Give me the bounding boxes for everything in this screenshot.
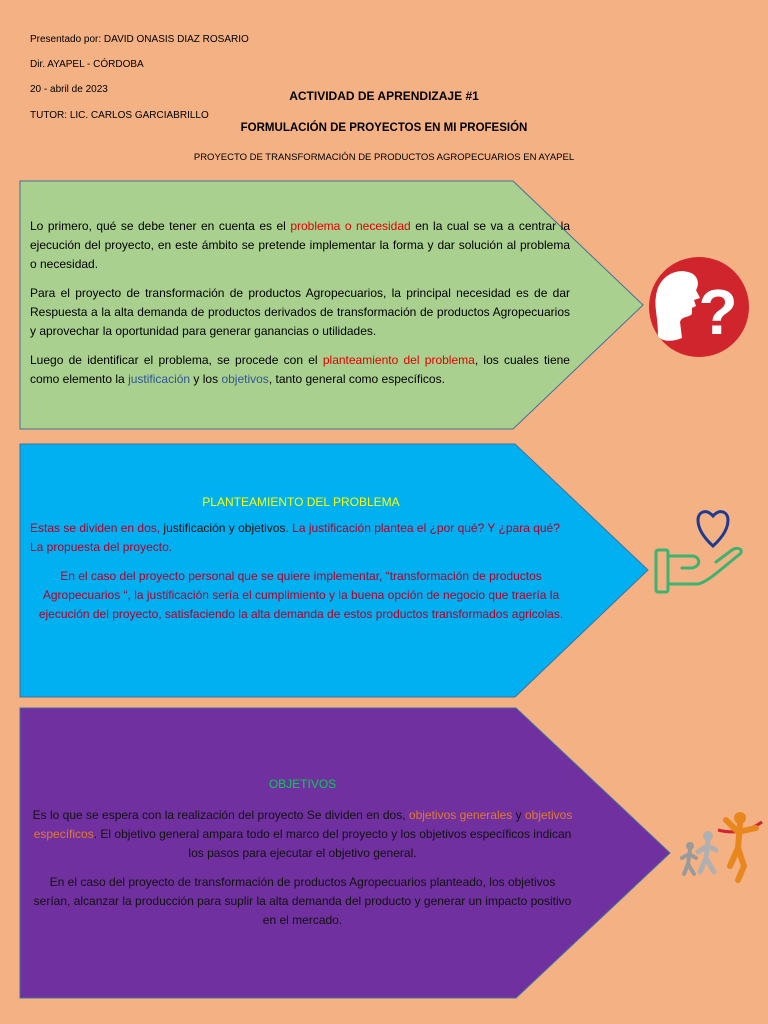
- highlight-planteamiento: planteamiento del problema: [322, 353, 475, 367]
- text: . El objetivo general ampara todo el marco del proyecto y los objetivos específicos indican los pasos para ejecutar el objetivo general.: [93, 827, 572, 860]
- highlight-objetivos-generales: objetivos generales: [408, 808, 513, 822]
- text: , tanto general como específicos.: [268, 372, 445, 386]
- section-objetivos: [30, 775, 575, 940]
- page-title: FORMULACIÓN DE PROYECTOS EN MI PROFESIÓN: [240, 122, 528, 134]
- text: Es lo que se espera con la realización del proyecto Se dividen en dos,: [32, 808, 409, 822]
- text: Luego de identificar el problema, se procede con el: [30, 353, 323, 367]
- section2-heading: PLANTEAMIENTO DEL PROBLEMA: [202, 495, 400, 509]
- section3-heading: OBJETIVOS: [268, 777, 337, 791]
- highlight-problem: problema o necesidad: [290, 219, 411, 233]
- section2-paragraph-2: En el caso del proyecto personal que se quiere implementar, “transformación de productos Agropecuarios “, la justificación sería el cumplimiento y la buena opción de negocio que traería la ejecución del proyecto, satisfaciendo la alta demanda de estos productos transformados agricolas.: [38, 569, 564, 621]
- section1-paragraph-1: [30, 217, 570, 274]
- page-subtitle: PROYECTO DE TRANSFORMACIÓN DE PRODUCTOS AGROPECUARIOS EN AYAPEL: [193, 152, 575, 163]
- section3-paragraph-1: [30, 806, 575, 863]
- question-head-icon: [648, 256, 750, 358]
- activity-title: ACTIVIDAD DE APRENDIZAJE #1: [289, 89, 479, 103]
- section1-paragraph-2: Para el proyecto de transformación de productos Agropecuarios, la principal necesidad es de dar Respuesta a la alta demanda de productos derivados de transformación de productos Agropecuarios y aprovechar la oportunidad para generar ganancias o utilidades.: [30, 286, 570, 338]
- highlight-objetivos-especificos: objetivos específicos: [33, 808, 573, 841]
- text: Lo primero, qué se debe tener en cuenta es el: [30, 219, 291, 233]
- address-line: Dir. AYAPEL - CÓRDOBA: [30, 59, 144, 70]
- text: y los: [190, 372, 222, 386]
- section3-paragraph-2: En el caso del proyecto de transformación de productos Agropecuarios planteado, los objetivos serían, alcanzar la producción para suplir la alta demanda del producto y generar un impacto positivo en el mercado.: [33, 875, 572, 927]
- highlight-justificacion: justificación: [128, 372, 191, 386]
- text: Estas se dividen en dos,: [30, 521, 164, 535]
- section-planteamiento: [30, 493, 572, 634]
- tutor-line: TUTOR: LIC. CARLOS GARCIABRILLO: [30, 110, 209, 121]
- highlight-just-obj: justificación y objetivos: [163, 521, 286, 535]
- heart-hand-icon: [652, 506, 748, 596]
- section-problem-need: [30, 217, 570, 399]
- highlight-objetivos: objetivos: [221, 372, 269, 386]
- svg-text:?: ?: [698, 276, 738, 348]
- text: y: [512, 808, 525, 822]
- presenter-line: Presentado por: DAVID ONASIS DIAZ ROSARIO: [30, 34, 249, 45]
- text: . La justificación plantea el ¿por qué? Y ¿para qué? La propuesta del proyecto.: [30, 521, 560, 554]
- section2-paragraph-1: [30, 519, 572, 557]
- text: , los cuales tiene como elemento la: [30, 353, 570, 386]
- runners-finish-icon: [678, 808, 768, 888]
- date-line: 20 - abril de 2023: [30, 84, 108, 95]
- section1-paragraph-3: [30, 351, 570, 389]
- text: en la cual se va a centrar la ejecución del proyecto, en este ámbito se pretende implementar la forma y dar solución al problema o necesidad.: [30, 219, 570, 271]
